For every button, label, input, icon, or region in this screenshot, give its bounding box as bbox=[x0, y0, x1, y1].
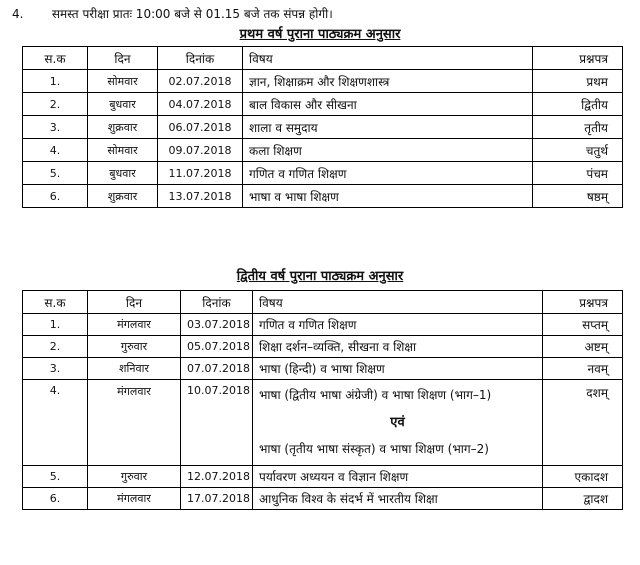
cell-subject: ज्ञान, शिक्षाक्रम और शिक्षणशास्त्र bbox=[243, 70, 533, 93]
cell-date: 11.07.2018 bbox=[158, 162, 243, 185]
table-header-row bbox=[23, 291, 623, 314]
cell-paper: चतुर्थ bbox=[533, 139, 623, 162]
table-row bbox=[23, 162, 623, 185]
table-row bbox=[23, 93, 623, 116]
cell-subject-multi bbox=[253, 380, 543, 466]
subject-conjunction: एवं bbox=[390, 415, 405, 430]
note-number: 4. bbox=[12, 7, 24, 21]
cell-subject: कला शिक्षण bbox=[243, 139, 533, 162]
header-date: दिनांक bbox=[181, 291, 253, 314]
cell-subject: शिक्षा दर्शन–व्यक्ति, सीखना व शिक्षा bbox=[253, 336, 543, 358]
header-day: दिन bbox=[88, 291, 181, 314]
cell-sno: 1. bbox=[23, 314, 88, 336]
cell-day: गुरुवार bbox=[88, 466, 181, 488]
cell-date: 02.07.2018 bbox=[158, 70, 243, 93]
cell-sno: 6. bbox=[23, 488, 88, 510]
header-date: दिनांक bbox=[158, 47, 243, 70]
cell-paper: एकादश bbox=[543, 466, 623, 488]
cell-paper: पंचम bbox=[533, 162, 623, 185]
cell-date: 17.07.2018 bbox=[181, 488, 253, 510]
cell-subject: भाषा व भाषा शिक्षण bbox=[243, 185, 533, 208]
note-text: समस्त परीक्षा प्रातः 10:00 बजे से 01.15 बजे तक संपन्न होगी। bbox=[51, 7, 333, 21]
cell-day: सोमवार bbox=[88, 70, 158, 93]
cell-sno: 5. bbox=[23, 466, 88, 488]
cell-paper: नवम् bbox=[543, 358, 623, 380]
cell-sno: 4. bbox=[23, 139, 88, 162]
cell-subject: शाला व समुदाय bbox=[243, 116, 533, 139]
first-year-schedule-table bbox=[22, 46, 623, 208]
cell-date: 05.07.2018 bbox=[181, 336, 253, 358]
cell-paper: अष्टम् bbox=[543, 336, 623, 358]
cell-paper: तृतीय bbox=[533, 116, 623, 139]
cell-date: 06.07.2018 bbox=[158, 116, 243, 139]
cell-sno: 3. bbox=[23, 358, 88, 380]
cell-sno: 6. bbox=[23, 185, 88, 208]
header-paper: प्रश्नपत्र bbox=[543, 291, 623, 314]
cell-sno: 2. bbox=[23, 336, 88, 358]
cell-subject: गणित व गणित शिक्षण bbox=[253, 314, 543, 336]
cell-paper: प्रथम bbox=[533, 70, 623, 93]
cell-paper: दशम् bbox=[543, 380, 623, 466]
header-sno: स.क bbox=[23, 291, 88, 314]
header-sno: स.क bbox=[23, 47, 88, 70]
subject-line-2: भाषा (तृतीय भाषा संस्कृत) व भाषा शिक्षण (भाग–2) bbox=[259, 442, 489, 456]
cell-subject: भाषा (हिन्दी) व भाषा शिक्षण bbox=[253, 358, 543, 380]
cell-sno: 4. bbox=[23, 380, 88, 466]
table-row bbox=[23, 139, 623, 162]
cell-date: 03.07.2018 bbox=[181, 314, 253, 336]
header-subject: विषय bbox=[243, 47, 533, 70]
cell-day: शनिवार bbox=[88, 358, 181, 380]
cell-sno: 1. bbox=[23, 70, 88, 93]
cell-day: शुक्रवार bbox=[88, 185, 158, 208]
table-row bbox=[23, 380, 623, 466]
cell-day: गुरुवार bbox=[88, 336, 181, 358]
table-row bbox=[23, 70, 623, 93]
cell-date: 04.07.2018 bbox=[158, 93, 243, 116]
second-year-title: द्वितीय वर्ष पुराना पाठ्यक्रम अनुसार bbox=[236, 269, 404, 284]
header-subject: विषय bbox=[253, 291, 543, 314]
cell-subject: गणित व गणित शिक्षण bbox=[243, 162, 533, 185]
cell-date: 12.07.2018 bbox=[181, 466, 253, 488]
cell-date: 07.07.2018 bbox=[181, 358, 253, 380]
cell-date: 09.07.2018 bbox=[158, 139, 243, 162]
table-row bbox=[23, 358, 623, 380]
cell-day: मंगलवार bbox=[88, 314, 181, 336]
table-row bbox=[23, 116, 623, 139]
table-row bbox=[23, 185, 623, 208]
cell-sno: 5. bbox=[23, 162, 88, 185]
cell-day: सोमवार bbox=[88, 139, 158, 162]
cell-paper: द्वितीय bbox=[533, 93, 623, 116]
cell-paper: सप्तम् bbox=[543, 314, 623, 336]
cell-date: 10.07.2018 bbox=[181, 380, 253, 466]
header-day: दिन bbox=[88, 47, 158, 70]
header-paper: प्रश्नपत्र bbox=[533, 47, 623, 70]
cell-day: मंगलवार bbox=[88, 380, 181, 466]
cell-date: 13.07.2018 bbox=[158, 185, 243, 208]
cell-day: शुक्रवार bbox=[88, 116, 158, 139]
table-row bbox=[23, 466, 623, 488]
cell-subject: पर्यावरण अध्ययन व विज्ञान शिक्षण bbox=[253, 466, 543, 488]
cell-sno: 3. bbox=[23, 116, 88, 139]
table-row bbox=[23, 336, 623, 358]
exam-time-note bbox=[12, 5, 333, 22]
second-year-schedule-table bbox=[22, 290, 623, 510]
cell-day: मंगलवार bbox=[88, 488, 181, 510]
cell-day: बुधवार bbox=[88, 93, 158, 116]
subject-line-1: भाषा (द्वितीय भाषा अंग्रेजी) व भाषा शिक्षण (भाग–1) bbox=[259, 388, 492, 402]
cell-day: बुधवार bbox=[88, 162, 158, 185]
table-row bbox=[23, 314, 623, 336]
cell-sno: 2. bbox=[23, 93, 88, 116]
cell-paper: द्वादश bbox=[543, 488, 623, 510]
cell-paper: षष्ठम् bbox=[533, 185, 623, 208]
cell-subject: आधुनिक विश्व के संदर्भ में भारतीय शिक्षा bbox=[253, 488, 543, 510]
cell-subject: बाल विकास और सीखना bbox=[243, 93, 533, 116]
table-header-row bbox=[23, 47, 623, 70]
table-row bbox=[23, 488, 623, 510]
first-year-title: प्रथम वर्ष पुराना पाठ्यक्रम अनुसार bbox=[239, 27, 401, 42]
